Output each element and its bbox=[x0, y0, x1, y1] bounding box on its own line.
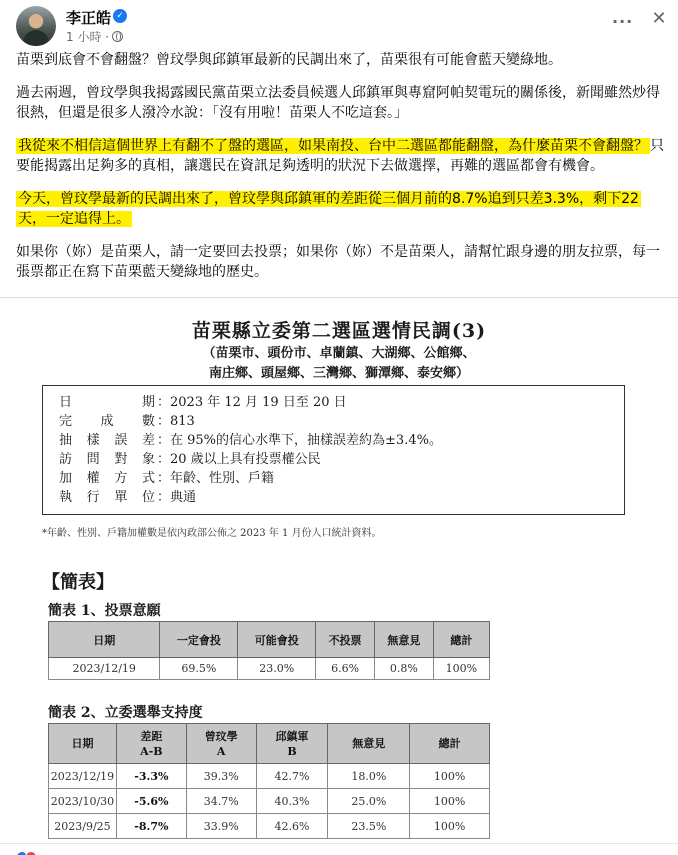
post-body bbox=[16, 50, 664, 295]
post-paragraph-1: 苗栗到底會不會翻盤？曾玟學與邱鎮軍最新的民調出來了，苗栗很有可能會藍天變綠地。 bbox=[16, 52, 562, 68]
table-header: 總計 bbox=[410, 724, 490, 764]
table1-caption: 簡表 1、投票意願 bbox=[48, 603, 161, 619]
table-header: 不投票 bbox=[316, 622, 375, 658]
table2-caption: 簡表 2、立委選舉支持度 bbox=[48, 705, 203, 721]
verified-badge-icon: ✓ bbox=[113, 9, 127, 23]
info-line: 日 期 ：2023 年 12 月 19 日至 20 日 bbox=[59, 395, 347, 410]
table-header: 無意見 bbox=[374, 622, 433, 658]
table-header: 一定會投 bbox=[160, 622, 238, 658]
doc-subtitle-1: （苗栗市、頭份市、卓蘭鎮、大湖鄉、公館鄉、 bbox=[202, 346, 476, 361]
info-line: 訪問對象 ：20 歲以上具有投票權公民 bbox=[59, 452, 321, 467]
table-header: 可能會投 bbox=[238, 622, 316, 658]
table-header: 日期 bbox=[49, 622, 160, 658]
table-row: 2023/12/19 -3.3% 39.3% 42.7% 18.0% 100% bbox=[49, 764, 490, 789]
voting-intention-table bbox=[48, 621, 490, 680]
table-row: 2023/9/25 -8.7% 33.9% 42.6% 23.5% 100% bbox=[49, 814, 490, 839]
table-header: 無意見 bbox=[328, 724, 410, 764]
table-header: 邱鎮軍 B bbox=[256, 724, 328, 764]
post-paragraph-2: 過去兩週，曾玟學與我揭露國民黨苗栗立法委員候選人邱鎮軍與專窟阿帕契電玩的關係後，新聞雖然炒得很熱，但還是很多人潑冷水說：「沒有用啦！苗栗人不吃這套。」 bbox=[16, 85, 660, 121]
post-header bbox=[0, 0, 678, 50]
table-header: 總計 bbox=[433, 622, 489, 658]
info-line: 加權方式 ：年齡、性別、戶籍 bbox=[59, 471, 275, 486]
post-meta: 1 小時 · bbox=[66, 28, 123, 45]
info-line: 執行單位 ：典通 bbox=[59, 490, 197, 505]
doc-title: 苗栗縣立委第二選區選情民調(3) bbox=[191, 320, 487, 342]
close-icon[interactable]: ✕ bbox=[651, 8, 667, 29]
reactions-summary[interactable] bbox=[16, 848, 46, 855]
candidate-support-table bbox=[48, 723, 490, 839]
section-heading: 【簡表】 bbox=[42, 572, 114, 593]
globe-icon bbox=[112, 31, 123, 42]
table-header: 差距 A-B bbox=[116, 724, 186, 764]
post-paragraph-5: 如果你（妳）是苗栗人，請一定要回去投票；如果你（妳）不是苗栗人，請幫忙跟身邊的朋友拉票，每一張票都正在寫下苗栗藍天變綠地的歷史。 bbox=[16, 244, 660, 280]
table-row: 2023/10/30 -5.6% 34.7% 40.3% 25.0% 100% bbox=[49, 789, 490, 814]
table-header: 日期 bbox=[49, 724, 117, 764]
info-line: 抽樣誤差 ：在 95%的信心水準下，抽樣誤差約為±3.4%。 bbox=[59, 433, 442, 448]
post-paragraph-3-tail: 只要能揭露出足夠多的真相，讓選民在資訊足夠透明的狀況下去做選擇，再難的選區都會有機會。 bbox=[16, 138, 664, 174]
post-paragraph-4 bbox=[16, 189, 664, 229]
poll-document-image[interactable] bbox=[0, 298, 678, 843]
table-header: 曾玟學 A bbox=[186, 724, 256, 764]
highlight-text: 我從來不相信這個世界上有翻不了盤的選區，如果南投、台中二選區都能翻盤，為什麼苗栗不會翻盤？ bbox=[18, 138, 648, 154]
doc-footnote: *年齡、性別、戶籍加權數是依內政部公佈之 2023 年 1 月份人口統計資料。 bbox=[42, 528, 382, 539]
post-time[interactable]: 1 小時 bbox=[66, 30, 102, 44]
highlight-text: 今天，曾玟學最新的民調出來了，曾玟學與邱鎮軍的差距從三個月前的8.7%追到只差3.3%，剩下22天，一定追得上。 bbox=[18, 191, 639, 227]
post-paragraph-3 bbox=[16, 136, 664, 176]
doc-subtitle-2: 南庄鄉、頭屋鄉、三灣鄉、獅潭鄉、泰安鄉） bbox=[208, 366, 469, 381]
more-options-icon[interactable]: ··· bbox=[612, 12, 634, 31]
survey-info-box bbox=[42, 385, 625, 515]
author-avatar[interactable] bbox=[16, 6, 56, 46]
post-footer bbox=[0, 843, 678, 855]
author-name[interactable]: 李正皓 bbox=[66, 9, 112, 27]
info-line: 完成數 ：813 bbox=[59, 414, 195, 429]
table-row: 2023/12/19 69.5% 23.0% 6.6% 0.8% 100% bbox=[49, 658, 490, 680]
love-reaction-icon bbox=[25, 851, 37, 855]
